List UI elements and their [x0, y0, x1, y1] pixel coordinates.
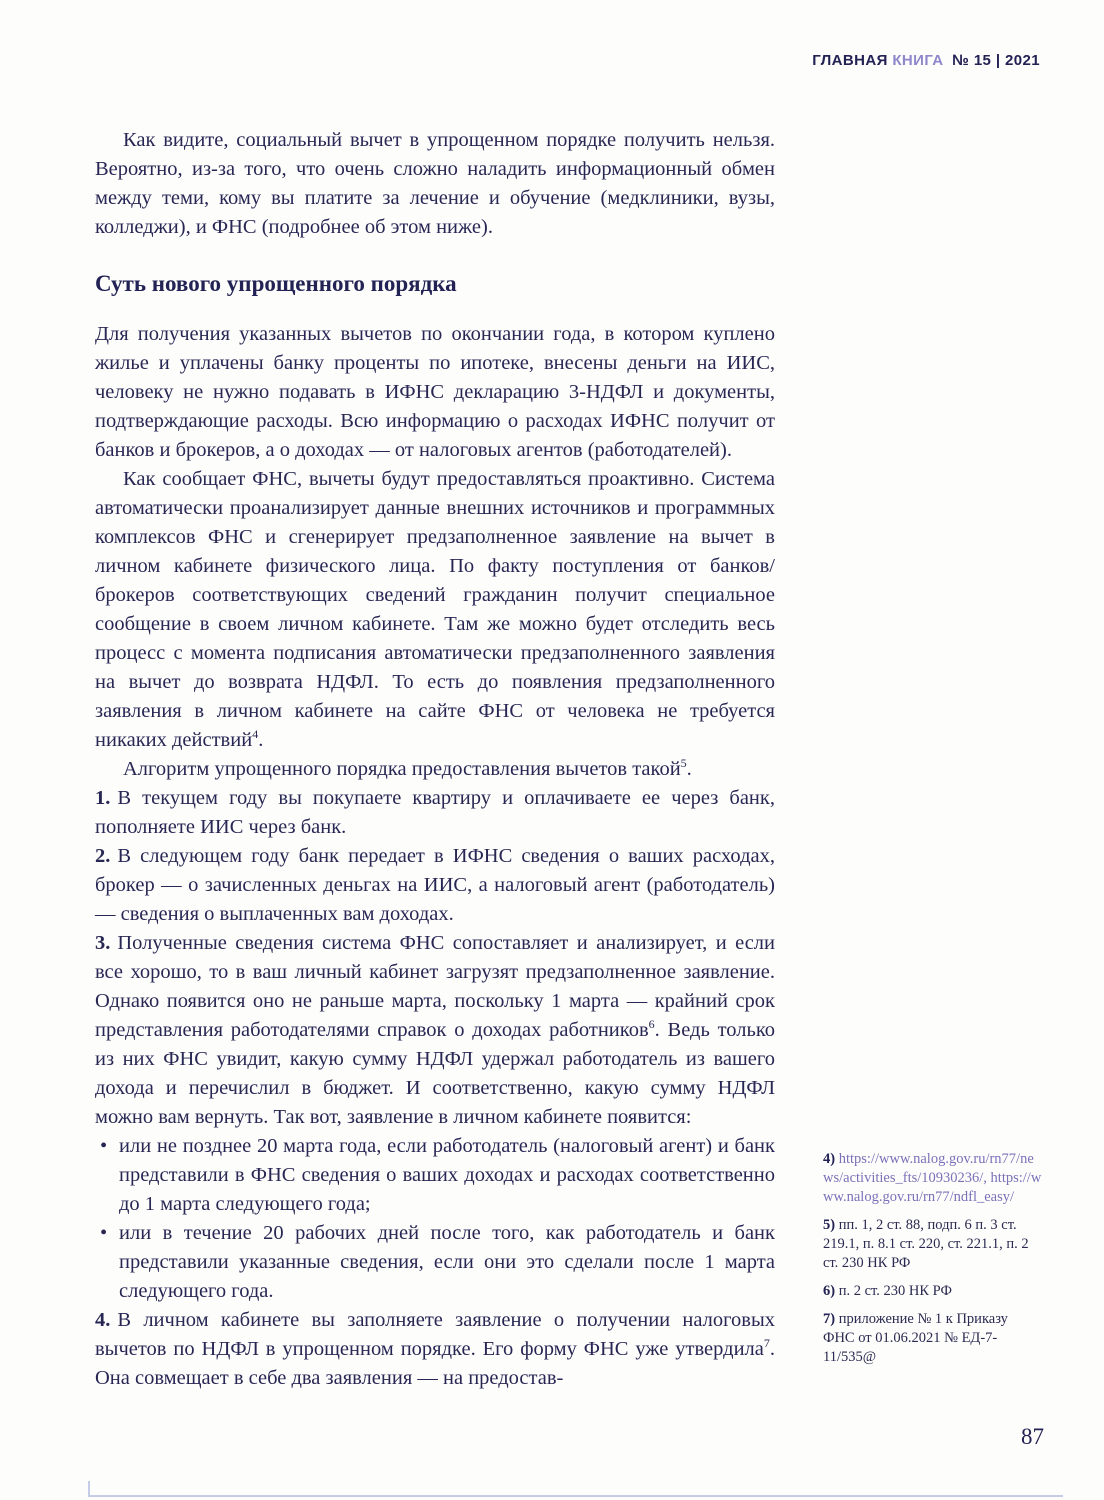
paragraph-proactive — [95, 465, 775, 755]
step-1 — [95, 784, 775, 842]
step-number: 3. — [95, 932, 111, 954]
footnote-text: пп. 1, 2 ст. 88, подп. 6 п. 3 ст. 219.1, п. 8.1 ст. 220, ст. 221.1, п. 2 ст. 230 НК РФ — [823, 1217, 1029, 1271]
footnote-ref-5: 5 — [680, 756, 687, 771]
step-text: . Ведь только из них ФНС увидит, какую сумму НДФЛ удержал работодатель из вашего дохода и перечислил в бюджет. И соответственно, какую сумму НДФЛ можно вам вернуть. Так вот, заявление в личном кабинете появится: — [95, 1019, 775, 1128]
footnote-marker: 6) — [823, 1283, 836, 1299]
footnote-6 — [823, 1282, 1043, 1301]
page-header — [812, 52, 1040, 69]
bullet-item-deadline: • или не позднее 20 марта года, если работодатель (налоговый агент) и банк представили в ФНС сведения о ваших доходах и расходах соответственно до 1 марта следующего года; — [95, 1132, 775, 1219]
step-text: В текущем году вы покупаете квартиру и оплачиваете ее через банк, пополняете ИИС через банк. — [95, 787, 775, 838]
section-title: Суть нового упрощенного порядка — [95, 271, 457, 296]
paragraph-algorithm — [95, 755, 775, 784]
footnote-marker: 5) — [823, 1217, 836, 1233]
intro-paragraph: Как видите, социальный вычет в упрощенном порядке получить нельзя. Вероятно, из-за того, что очень сложно наладить информационный обмен между теми, кому вы платите за лечение и обучение (медклиники, вузы, колледжи), и ФНС (подробнее об этом ниже). — [95, 129, 775, 238]
step-3 — [95, 929, 775, 1132]
step-4 — [95, 1306, 775, 1393]
footnote-link-activities[interactable]: https://www.nalog.gov.ru/rn77/news/activities_fts/10930236/, — [823, 1151, 1034, 1186]
footnote-text: приложение № 1 к Приказу ФНС от 01.06.2021 № ЕД-7-11/535@ — [823, 1311, 1008, 1365]
brand-kniga: КНИГА — [892, 52, 944, 69]
bullet-list — [95, 1132, 775, 1306]
step-2 — [95, 842, 775, 929]
bullet-item-working-days: • или в течение 20 рабочих дней после того, как работодатель и банк представили указанные сведения, если они это сделали после 1 марта следующего года. — [95, 1219, 775, 1306]
footnote-ref-4: 4 — [252, 727, 259, 742]
footnotes-sidebar — [823, 1150, 1043, 1376]
footnote-4 — [823, 1150, 1043, 1207]
paragraph-text: Алгоритм упрощенного порядка предоставления вычетов такой — [123, 758, 681, 780]
footnote-marker: 4) — [823, 1151, 836, 1167]
page-number: 87 — [1021, 1424, 1044, 1449]
footnote-7 — [823, 1310, 1043, 1367]
issue-number: № 15 | 2021 — [952, 52, 1040, 69]
footnote-marker: 7) — [823, 1311, 836, 1327]
brand-glavnaya: ГЛАВНАЯ — [812, 52, 888, 69]
footnote-5 — [823, 1216, 1043, 1273]
step-text: . Она совмещает в себе два заявления — на предостав- — [95, 1338, 775, 1389]
step-number: 2. — [95, 845, 111, 867]
paragraph-overview: Для получения указанных вычетов по окончании года, в котором куплено жилье и уплачены банку проценты по ипотеке, внесены деньги на ИИС, человеку не нужно подавать в ИФНС декларацию 3-НДФЛ и документы, подтверждающие расходы. Всю информацию о расходах ИФНС получит от банков и брокеров, а о доходах — от налоговых агентов (работодателей). — [95, 323, 775, 461]
step-number: 1. — [95, 787, 111, 809]
footnote-text: п. 2 ст. 230 НК РФ — [838, 1283, 952, 1299]
main-text-column — [95, 126, 775, 1393]
step-text: В следующем году банк передает в ИФНС сведения о ваших расходах, брокер — о зачисленных деньгах на ИИС, а налоговый агент (работодатель) — сведения о выплаченных вам доходах. — [95, 845, 775, 925]
footnote-ref-7: 7 — [763, 1336, 770, 1351]
step-text: Полученные сведения система ФНС сопоставляет и анализирует, и если все хорошо, то в ваш личный кабинет загрузят предзаполненное заявление. Однако появится оно не раньше марта, поскольку 1 марта — крайний срок представления работодателями справок о доходах работников — [95, 932, 775, 1041]
footnote-ref-6: 6 — [648, 1017, 655, 1032]
paragraph-text: Как сообщает ФНС, вычеты будут предоставляться проактивно. Система автоматически проанализирует данные внешних источников и программных комплексов ФНС и сгенерирует предзаполненное заявление на вычет в личном кабинете физического лица. По факту поступления от банков/брокеров соответствующих сведений гражданин получит специальное сообщение в своем личном кабинете. Там же можно будет отследить весь процесс с момента подписания автоматически предзаполненного заявления на вычет до возврата НДФЛ. То есть до появления предзаполненного заявления в личном кабинете на сайте ФНС от человека не требуется никаких действий — [95, 468, 775, 751]
paragraph-text: . — [258, 729, 264, 751]
paragraph-text: . — [686, 758, 692, 780]
bottom-left-tick — [88, 1481, 90, 1497]
bottom-rule — [88, 1495, 1063, 1497]
step-text: В личном кабинете вы заполняете заявление о получении налоговых вычетов по НДФЛ в упрощенном порядке. Его форму ФНС уже утвердила — [95, 1309, 775, 1360]
step-number: 4. — [95, 1309, 111, 1331]
footnote-link-ndfl-easy[interactable]: https://www.nalog.gov.ru/rn77/ndfl_easy/ — [823, 1170, 1042, 1205]
